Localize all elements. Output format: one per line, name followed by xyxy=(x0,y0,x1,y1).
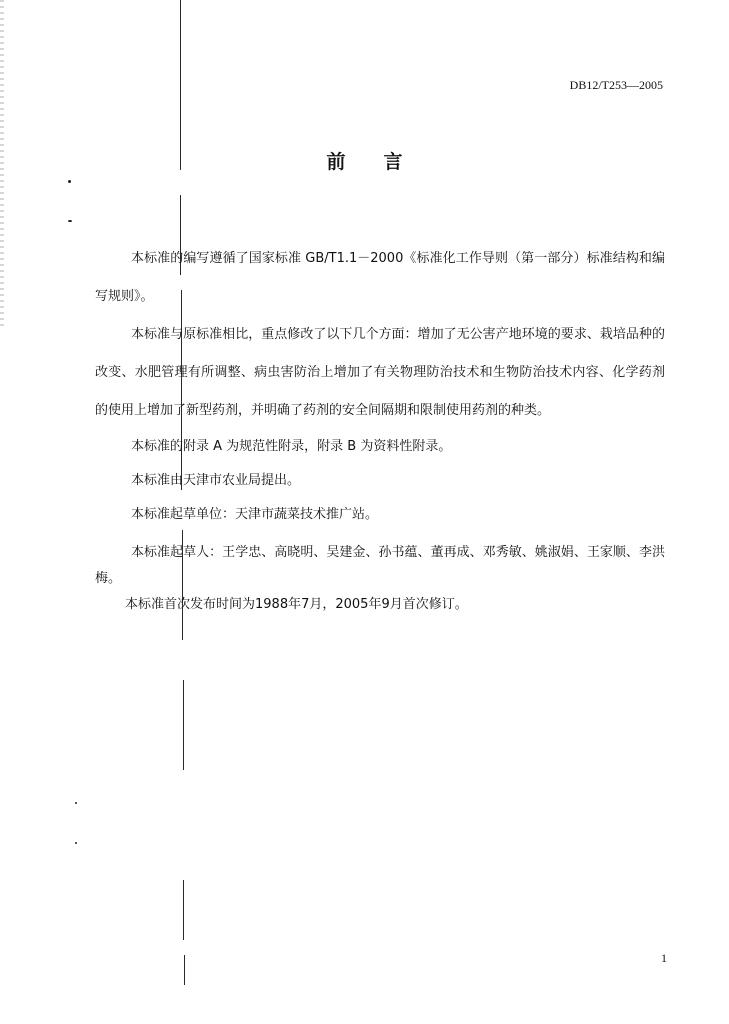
scan-speck xyxy=(75,842,77,844)
scan-speck xyxy=(75,802,77,804)
document-code: DB12/T253—2005 xyxy=(569,78,663,92)
scan-binding-line xyxy=(180,0,181,170)
paragraph-drafting-unit: 本标准起草单位：天津市蔬菜技术推广站。 xyxy=(131,507,379,522)
paragraph-standard-basis: 本标准的编写遵循了国家标准 GB/T1.1－2000《标准化工作导则（第一部分）标准结构和编写规则》。 xyxy=(95,251,665,304)
scan-binding-line xyxy=(184,955,185,985)
paragraph-release-date: 本标准首次发布时间为1988年7月，2005年9月首次修订。 xyxy=(125,597,468,612)
paragraph-drafters: 本标准起草人：王学忠、高晓明、吴建金、孙书蕴、董再成、邓秀敏、姚淑娟、王家顺、李洪梅。 xyxy=(95,545,665,586)
scan-binding-line xyxy=(183,880,184,940)
paragraph-appendix: 本标准的附录 A 为规范性附录，附录 B 为资料性附录。 xyxy=(131,439,452,454)
paragraph-revisions: 本标准与原标准相比，重点修改了以下几个方面：增加了无公害产地环境的要求、栽培品种的改变、水肥管理有所调整、病虫害防治上增加了有关物理防治技术和生物防治技术内容、化学药剂的使用上增加了新型药剂，并明确了药剂的安全间隔期和限制使用药剂的种类。 xyxy=(95,327,665,418)
scan-binding-line xyxy=(183,680,184,770)
page-number: 1 xyxy=(661,951,667,965)
paragraph-proposer: 本标准由天津市农业局提出。 xyxy=(131,473,301,488)
page-title: 前言 xyxy=(326,151,441,173)
scan-speck xyxy=(68,180,71,183)
foreword-body xyxy=(95,240,665,618)
scan-speck xyxy=(68,220,72,222)
